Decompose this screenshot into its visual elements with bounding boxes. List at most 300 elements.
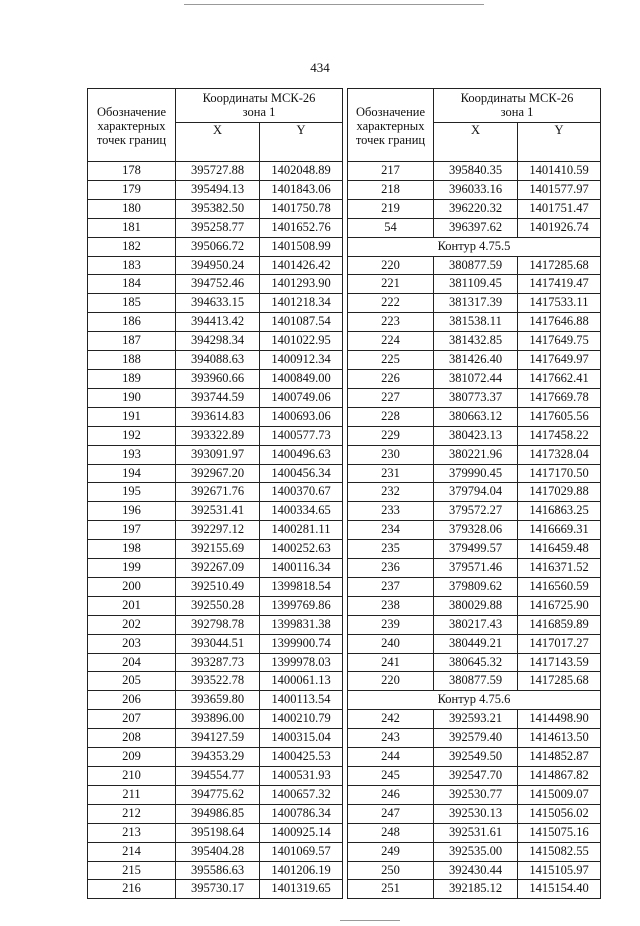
y-cell: 1401751.47 — [518, 199, 601, 218]
y-cell: 1400786.34 — [260, 804, 343, 823]
x-cell: 395494.13 — [176, 180, 260, 199]
point-id-cell: 209 — [88, 748, 176, 767]
y-cell: 1401087.54 — [260, 313, 343, 332]
x-cell: 396220.32 — [434, 199, 518, 218]
y-cell: 1416859.89 — [518, 615, 601, 634]
point-id-cell: 190 — [88, 388, 176, 407]
y-cell: 1416371.52 — [518, 559, 601, 578]
x-cell: 394127.59 — [176, 729, 260, 748]
header-x: X — [176, 122, 260, 161]
x-cell: 394413.42 — [176, 313, 260, 332]
y-cell: 1417646.88 — [518, 313, 601, 332]
y-cell: 1416669.31 — [518, 521, 601, 540]
table-row — [348, 577, 601, 596]
y-cell: 1416459.48 — [518, 540, 601, 559]
x-cell: 380423.13 — [434, 426, 518, 445]
page-number: 434 — [310, 60, 330, 75]
y-cell: 1417662.41 — [518, 369, 601, 388]
header-coords-label-line: Координаты МСК-26 — [460, 91, 574, 106]
x-cell: 393614.83 — [176, 407, 260, 426]
x-cell: 379794.04 — [434, 483, 518, 502]
point-id-cell: 179 — [88, 180, 176, 199]
header-x: X — [434, 122, 518, 161]
point-id-cell: 195 — [88, 483, 176, 502]
point-id-cell: 229 — [348, 426, 434, 445]
y-cell: 1417533.11 — [518, 294, 601, 313]
x-cell: 392547.70 — [434, 767, 518, 786]
point-id-cell: 220 — [348, 256, 434, 275]
table-row — [88, 180, 343, 199]
point-id-cell: 247 — [348, 804, 434, 823]
point-id-cell: 206 — [88, 691, 176, 710]
table-row — [348, 729, 601, 748]
y-cell: 1417669.78 — [518, 388, 601, 407]
point-id-cell: 240 — [348, 634, 434, 653]
table-row — [88, 426, 343, 445]
table-row — [348, 502, 601, 521]
y-cell: 1400693.06 — [260, 407, 343, 426]
table-row — [88, 294, 343, 313]
y-cell: 1417143.59 — [518, 653, 601, 672]
x-cell: 392531.61 — [434, 823, 518, 842]
point-id-cell: 188 — [88, 351, 176, 370]
table-row — [88, 577, 343, 596]
y-cell: 1415075.16 — [518, 823, 601, 842]
table-row — [348, 767, 601, 786]
y-cell: 1400849.00 — [260, 369, 343, 388]
x-cell: 393287.73 — [176, 653, 260, 672]
table-row — [88, 691, 343, 710]
x-cell: 395198.64 — [176, 823, 260, 842]
point-id-cell: 214 — [88, 842, 176, 861]
scan-mark-bottom — [340, 920, 400, 921]
y-cell: 1417419.47 — [518, 275, 601, 294]
point-id-cell: 197 — [88, 521, 176, 540]
table-row — [348, 823, 601, 842]
y-cell: 1401508.99 — [260, 237, 343, 256]
point-id-cell: 207 — [88, 710, 176, 729]
point-id-cell: 249 — [348, 842, 434, 861]
point-id-cell: 223 — [348, 313, 434, 332]
table-row — [88, 710, 343, 729]
point-id-cell: 178 — [88, 162, 176, 181]
point-id-cell: 210 — [88, 767, 176, 786]
x-cell: 381317.39 — [434, 294, 518, 313]
x-cell: 380645.32 — [434, 653, 518, 672]
x-cell: 392593.21 — [434, 710, 518, 729]
header-coords-label — [176, 89, 343, 123]
point-id-cell: 227 — [348, 388, 434, 407]
table-row — [88, 445, 343, 464]
x-cell: 394633.15 — [176, 294, 260, 313]
table-row — [88, 767, 343, 786]
x-cell: 395840.35 — [434, 162, 518, 181]
point-id-cell: 54 — [348, 218, 434, 237]
y-cell: 1416863.25 — [518, 502, 601, 521]
table-row — [348, 540, 601, 559]
x-cell: 379499.57 — [434, 540, 518, 559]
y-cell: 1417017.27 — [518, 634, 601, 653]
x-cell: 394752.46 — [176, 275, 260, 294]
x-cell: 392549.50 — [434, 748, 518, 767]
table-row — [348, 351, 601, 370]
x-cell: 394986.85 — [176, 804, 260, 823]
y-cell: 1417328.04 — [518, 445, 601, 464]
x-cell: 392967.20 — [176, 464, 260, 483]
x-cell: 379990.45 — [434, 464, 518, 483]
y-cell: 1400657.32 — [260, 785, 343, 804]
contour-row — [348, 691, 601, 710]
table-row — [88, 596, 343, 615]
table-row — [88, 672, 343, 691]
y-cell: 1415082.55 — [518, 842, 601, 861]
y-cell: 1402048.89 — [260, 162, 343, 181]
y-cell: 1417649.97 — [518, 351, 601, 370]
y-cell: 1400334.65 — [260, 502, 343, 521]
point-id-cell: 196 — [88, 502, 176, 521]
table-body-left — [88, 162, 343, 899]
y-cell: 1400749.06 — [260, 388, 343, 407]
point-id-cell: 245 — [348, 767, 434, 786]
table-row — [348, 369, 601, 388]
y-cell: 1414867.82 — [518, 767, 601, 786]
header-point-label-line: характерных — [97, 119, 166, 133]
coordinates-table-right — [347, 88, 601, 899]
table-row — [348, 559, 601, 578]
table-row — [88, 369, 343, 388]
x-cell: 381538.11 — [434, 313, 518, 332]
y-cell: 1401410.59 — [518, 162, 601, 181]
table-row — [348, 861, 601, 880]
point-id-cell: 202 — [88, 615, 176, 634]
y-cell: 1400252.63 — [260, 540, 343, 559]
table-row — [88, 785, 343, 804]
table-row — [348, 804, 601, 823]
x-cell: 392510.49 — [176, 577, 260, 596]
table-row — [88, 407, 343, 426]
table-row — [88, 313, 343, 332]
table-row — [88, 748, 343, 767]
table-row — [348, 710, 601, 729]
y-cell: 1401750.78 — [260, 199, 343, 218]
table-body-right — [348, 162, 601, 899]
point-id-cell: 192 — [88, 426, 176, 445]
table-row — [88, 218, 343, 237]
table-row — [88, 842, 343, 861]
y-cell: 1401069.57 — [260, 842, 343, 861]
y-cell: 1415105.97 — [518, 861, 601, 880]
contour-row — [348, 237, 601, 256]
table-row — [88, 483, 343, 502]
y-cell: 1416725.90 — [518, 596, 601, 615]
point-id-cell: 234 — [348, 521, 434, 540]
y-cell: 1417605.56 — [518, 407, 601, 426]
point-id-cell: 220 — [348, 672, 434, 691]
x-cell: 380773.37 — [434, 388, 518, 407]
point-id-cell: 219 — [348, 199, 434, 218]
point-id-cell: 228 — [348, 407, 434, 426]
x-cell: 392530.13 — [434, 804, 518, 823]
point-id-cell: 233 — [348, 502, 434, 521]
table-row — [88, 502, 343, 521]
point-id-cell: 250 — [348, 861, 434, 880]
y-cell: 1400315.04 — [260, 729, 343, 748]
x-cell: 392798.78 — [176, 615, 260, 634]
point-id-cell: 251 — [348, 880, 434, 899]
x-cell: 393744.59 — [176, 388, 260, 407]
y-cell: 1401652.76 — [260, 218, 343, 237]
x-cell: 392297.12 — [176, 521, 260, 540]
table-row — [348, 634, 601, 653]
point-id-cell: 230 — [348, 445, 434, 464]
y-cell: 1400370.67 — [260, 483, 343, 502]
table-row — [88, 464, 343, 483]
y-cell: 1417458.22 — [518, 426, 601, 445]
point-id-cell: 199 — [88, 559, 176, 578]
x-cell: 394353.29 — [176, 748, 260, 767]
x-cell: 392535.00 — [434, 842, 518, 861]
point-id-cell: 187 — [88, 332, 176, 351]
header-y: Y — [260, 122, 343, 161]
header-point-label-line: характерных — [356, 119, 425, 133]
table-row — [348, 785, 601, 804]
x-cell: 393659.80 — [176, 691, 260, 710]
x-cell: 381432.85 — [434, 332, 518, 351]
y-cell: 1417649.75 — [518, 332, 601, 351]
x-cell: 380449.21 — [434, 634, 518, 653]
point-id-cell: 204 — [88, 653, 176, 672]
point-id-cell: 215 — [88, 861, 176, 880]
contour-label: Контур 4.75.5 — [348, 237, 601, 256]
x-cell: 392531.41 — [176, 502, 260, 521]
point-id-cell: 217 — [348, 162, 434, 181]
point-id-cell: 193 — [88, 445, 176, 464]
point-id-cell: 186 — [88, 313, 176, 332]
header-coords-label-line: зона 1 — [500, 105, 534, 120]
point-id-cell: 201 — [88, 596, 176, 615]
table-row — [88, 162, 343, 181]
y-cell: 1399900.74 — [260, 634, 343, 653]
header-point-label — [348, 89, 434, 162]
x-cell: 393522.78 — [176, 672, 260, 691]
y-cell: 1401319.65 — [260, 880, 343, 899]
y-cell: 1400425.53 — [260, 748, 343, 767]
scan-mark-top — [184, 4, 484, 5]
table-row — [348, 521, 601, 540]
x-cell: 393896.00 — [176, 710, 260, 729]
table-row — [88, 559, 343, 578]
point-id-cell: 246 — [348, 785, 434, 804]
y-cell: 1400577.73 — [260, 426, 343, 445]
x-cell: 393044.51 — [176, 634, 260, 653]
table-row — [88, 634, 343, 653]
point-id-cell: 242 — [348, 710, 434, 729]
x-cell: 380029.88 — [434, 596, 518, 615]
y-cell: 1400456.34 — [260, 464, 343, 483]
y-cell: 1399818.54 — [260, 577, 343, 596]
y-cell: 1414613.50 — [518, 729, 601, 748]
x-cell: 380217.43 — [434, 615, 518, 634]
header-point-label-line: Обозначение — [355, 105, 426, 119]
x-cell: 379328.06 — [434, 521, 518, 540]
table-row — [88, 540, 343, 559]
y-cell: 1416560.59 — [518, 577, 601, 596]
table-row — [348, 407, 601, 426]
y-cell: 1399831.38 — [260, 615, 343, 634]
y-cell: 1417285.68 — [518, 672, 601, 691]
x-cell: 394950.24 — [176, 256, 260, 275]
table-row — [348, 842, 601, 861]
table-row — [348, 653, 601, 672]
point-id-cell: 200 — [88, 577, 176, 596]
table-row — [348, 464, 601, 483]
y-cell: 1400061.13 — [260, 672, 343, 691]
point-id-cell: 218 — [348, 180, 434, 199]
x-cell: 394298.34 — [176, 332, 260, 351]
table-row — [348, 596, 601, 615]
y-cell: 1417285.68 — [518, 256, 601, 275]
point-id-cell: 182 — [88, 237, 176, 256]
point-id-cell: 216 — [88, 880, 176, 899]
y-cell: 1415009.07 — [518, 785, 601, 804]
point-id-cell: 181 — [88, 218, 176, 237]
x-cell: 380221.96 — [434, 445, 518, 464]
point-id-cell: 224 — [348, 332, 434, 351]
x-cell: 392267.09 — [176, 559, 260, 578]
x-cell: 392530.77 — [434, 785, 518, 804]
header-point-label-line: точек границ — [96, 133, 167, 147]
table-row — [88, 653, 343, 672]
table-row — [348, 748, 601, 767]
table-row — [88, 199, 343, 218]
x-cell: 394554.77 — [176, 767, 260, 786]
table-row — [348, 180, 601, 199]
header-point-label-line: Обозначение — [96, 105, 167, 119]
x-cell: 392185.12 — [434, 880, 518, 899]
y-cell: 1401022.95 — [260, 332, 343, 351]
y-cell: 1400116.34 — [260, 559, 343, 578]
coordinates-table-left — [87, 88, 343, 899]
point-id-cell: 183 — [88, 256, 176, 275]
table-row — [88, 351, 343, 370]
header-coords-label — [434, 89, 601, 123]
y-cell: 1415154.40 — [518, 880, 601, 899]
table-row — [348, 426, 601, 445]
header-coords-label-line: зона 1 — [242, 105, 276, 120]
point-id-cell: 180 — [88, 199, 176, 218]
table-row — [88, 388, 343, 407]
point-id-cell: 232 — [348, 483, 434, 502]
table-row — [88, 332, 343, 351]
x-cell: 393960.66 — [176, 369, 260, 388]
point-id-cell: 221 — [348, 275, 434, 294]
y-cell: 1399769.86 — [260, 596, 343, 615]
y-cell: 1401926.74 — [518, 218, 601, 237]
point-id-cell: 203 — [88, 634, 176, 653]
x-cell: 379809.62 — [434, 577, 518, 596]
point-id-cell: 243 — [348, 729, 434, 748]
header-coords-label-line: Координаты МСК-26 — [202, 91, 316, 106]
table-row — [88, 729, 343, 748]
point-id-cell: 212 — [88, 804, 176, 823]
point-id-cell: 241 — [348, 653, 434, 672]
table-row — [348, 294, 601, 313]
x-cell: 396397.62 — [434, 218, 518, 237]
x-cell: 379572.27 — [434, 502, 518, 521]
point-id-cell: 189 — [88, 369, 176, 388]
point-id-cell: 248 — [348, 823, 434, 842]
point-id-cell: 191 — [88, 407, 176, 426]
y-cell: 1400496.63 — [260, 445, 343, 464]
table-row — [88, 861, 343, 880]
table-row — [88, 823, 343, 842]
table-row — [88, 880, 343, 899]
y-cell: 1400531.93 — [260, 767, 343, 786]
x-cell: 394088.63 — [176, 351, 260, 370]
point-id-cell: 235 — [348, 540, 434, 559]
point-id-cell: 236 — [348, 559, 434, 578]
x-cell: 392550.28 — [176, 596, 260, 615]
point-id-cell: 211 — [88, 785, 176, 804]
y-cell: 1399978.03 — [260, 653, 343, 672]
header-point-label — [88, 89, 176, 162]
x-cell: 381109.45 — [434, 275, 518, 294]
y-cell: 1401577.97 — [518, 180, 601, 199]
x-cell: 392671.76 — [176, 483, 260, 502]
table-row — [348, 313, 601, 332]
table-row — [348, 483, 601, 502]
table-row — [348, 162, 601, 181]
point-id-cell: 213 — [88, 823, 176, 842]
x-cell: 380877.59 — [434, 256, 518, 275]
contour-label: Контур 4.75.6 — [348, 691, 601, 710]
x-cell: 395404.28 — [176, 842, 260, 861]
point-id-cell: 238 — [348, 596, 434, 615]
x-cell: 379571.46 — [434, 559, 518, 578]
y-cell: 1401843.06 — [260, 180, 343, 199]
y-cell: 1400210.79 — [260, 710, 343, 729]
point-id-cell: 205 — [88, 672, 176, 691]
table-row — [88, 237, 343, 256]
x-cell: 392155.69 — [176, 540, 260, 559]
table-row — [88, 275, 343, 294]
x-cell: 381426.40 — [434, 351, 518, 370]
table-row — [348, 615, 601, 634]
table-row — [348, 445, 601, 464]
x-cell: 380663.12 — [434, 407, 518, 426]
x-cell: 393091.97 — [176, 445, 260, 464]
y-cell: 1415056.02 — [518, 804, 601, 823]
y-cell: 1414498.90 — [518, 710, 601, 729]
point-id-cell: 237 — [348, 577, 434, 596]
x-cell: 394775.62 — [176, 785, 260, 804]
y-cell: 1417029.88 — [518, 483, 601, 502]
header-y: Y — [518, 122, 601, 161]
point-id-cell: 194 — [88, 464, 176, 483]
point-id-cell: 208 — [88, 729, 176, 748]
y-cell: 1400281.11 — [260, 521, 343, 540]
x-cell: 392430.44 — [434, 861, 518, 880]
x-cell: 395382.50 — [176, 199, 260, 218]
x-cell: 393322.89 — [176, 426, 260, 445]
y-cell: 1401218.34 — [260, 294, 343, 313]
y-cell: 1401206.19 — [260, 861, 343, 880]
y-cell: 1401426.42 — [260, 256, 343, 275]
table-row — [88, 521, 343, 540]
point-id-cell: 226 — [348, 369, 434, 388]
point-id-cell: 185 — [88, 294, 176, 313]
point-id-cell: 244 — [348, 748, 434, 767]
